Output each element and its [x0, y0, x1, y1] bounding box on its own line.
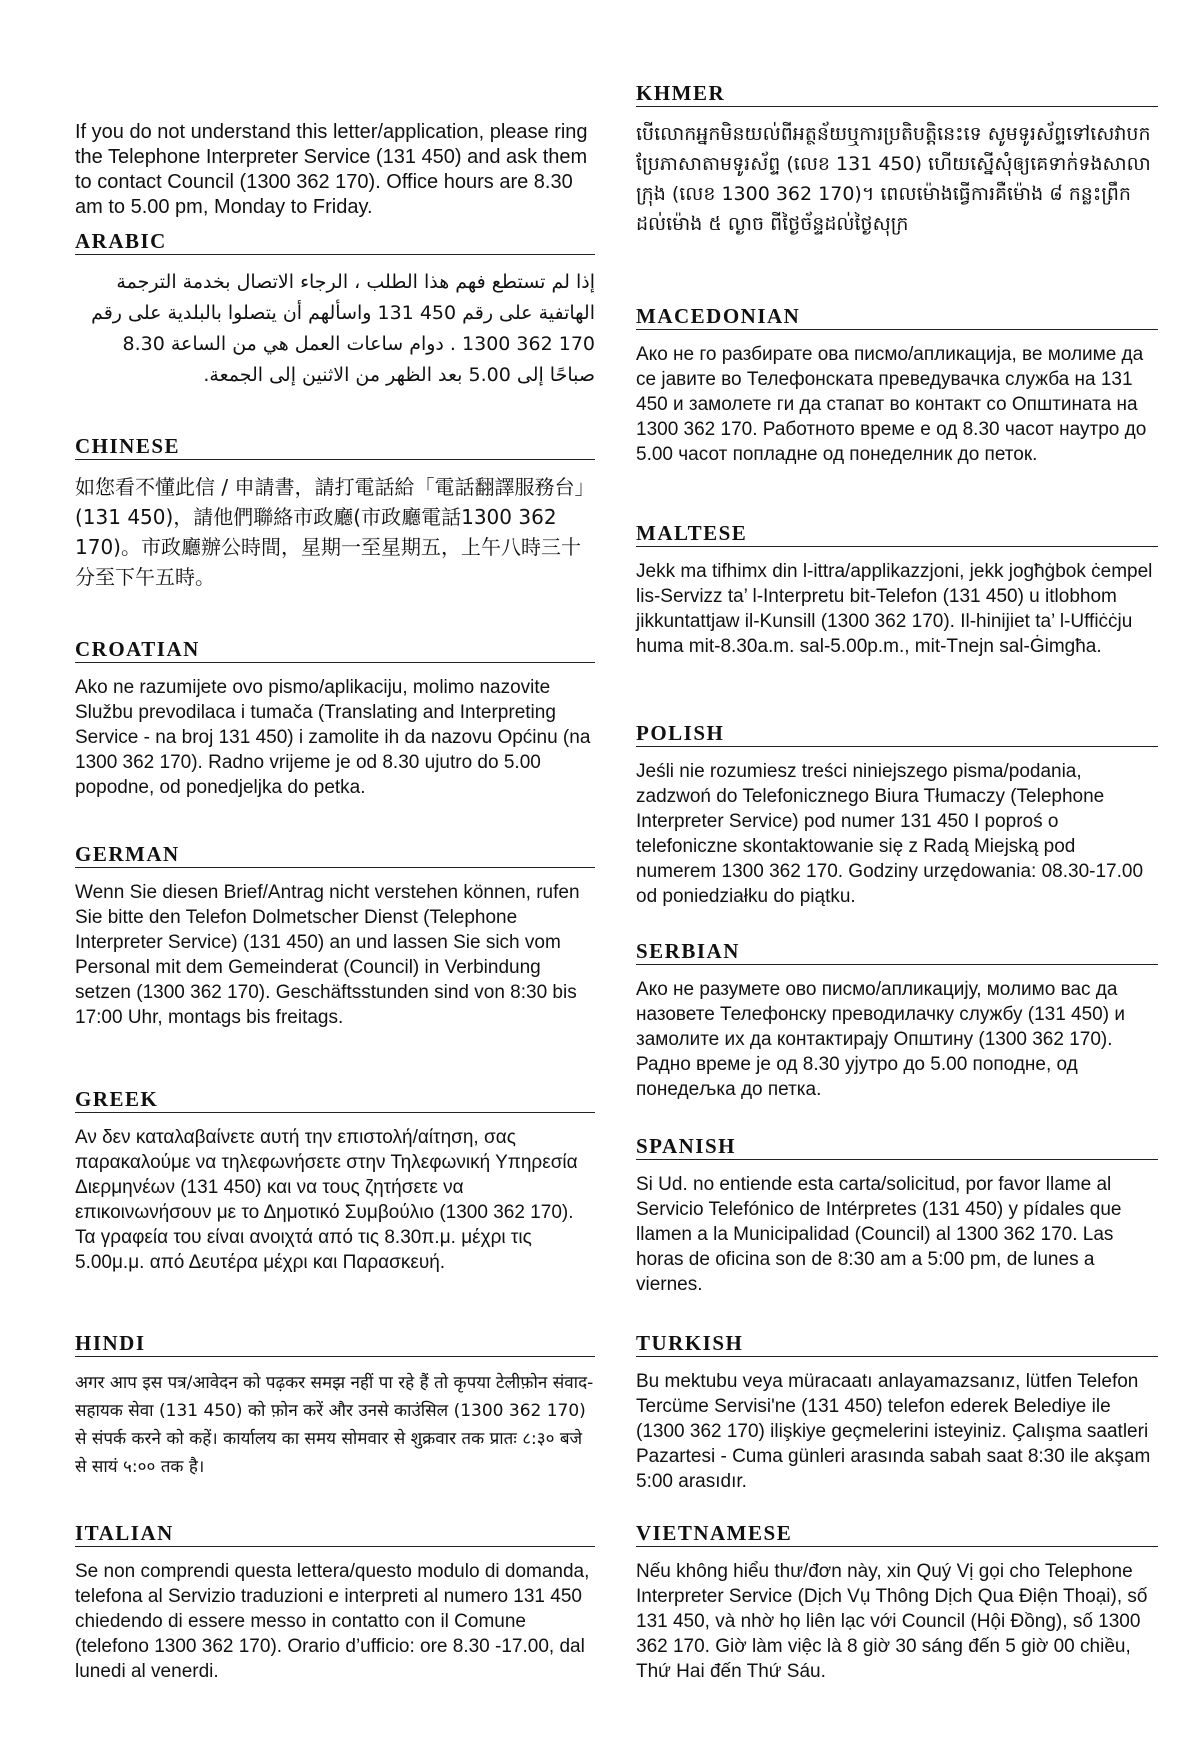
section-turkish — [636, 1332, 1158, 1494]
section-heading: MACEDONIAN — [636, 305, 1158, 330]
section-vietnamese — [636, 1522, 1158, 1684]
section-maltese — [636, 522, 1158, 659]
section-german — [75, 843, 595, 1030]
section-heading: HINDI — [75, 1332, 595, 1357]
section-heading: ITALIAN — [75, 1522, 595, 1547]
section-text: Jeśli nie rozumiesz treści niniejszego pisma/podania, zadzwoń do Telefonicznego Biura Tłumaczy (Telephone Interpreter Service) pod numer 131 450 I poproś o telefoniczne skontaktowanie się z Radą Miejską pod numerem 1300 362 170. Godziny urzędowania: 08.30-17.00 od poniedziałku do piątku. — [636, 761, 1144, 907]
section-text: Nếu không hiểu thư/đơn này, xin Quý Vị gọi cho Telephone Interpreter Service (Dịch Vụ Thông Dịch Qua Điện Thoại), số 131 450, và nhờ họ liên lạc với Council (Hội Đồng), số 1300 362 170. Giờ làm việc là 8 giờ 30 sáng đến 5 giờ 00 chiều, Thứ Hai đến Thứ Sáu. — [636, 1561, 1148, 1682]
section-macedonian — [636, 305, 1158, 467]
section-heading: VIETNAMESE — [636, 1522, 1158, 1547]
section-italian — [75, 1522, 595, 1684]
section-serbian — [636, 940, 1158, 1102]
section-text: Ako ne razumijete ovo pismo/aplikaciju, molimo nazovite Službu prevodilaca i tumača (Translating and Interpreting Service - na broj 131 450) i zamolite ih da nazovu Općinu (na 1300 362 170). Radno vrijeme je od 8.30 ujutro do 5.00 popodne, od ponedjeljka do petka. — [75, 677, 591, 798]
section-heading: MALTESE — [636, 522, 1158, 547]
section-text: अगर आप इस पत्र/आवेदन को पढ़कर समझ नहीं पा रहे हैं तो कृपया टेलीफ़ोन संवाद-सहायक सेवा (131 450) को फ़ोन करें और उनसे काउंसिल (1300 362 170) से संपर्क करने को कहें। कार्यालय का समय सोमवार से शुक्रवार तक प्रातः ८:३० बजे से सायं ५:०० तक है। — [75, 1373, 594, 1477]
section-hindi — [75, 1332, 595, 1481]
section-heading: GERMAN — [75, 843, 595, 868]
section-text: Bu mektubu veya müracaatı anlayamazsanız, lütfen Telefon Tercüme Servisi'ne (131 450) telefon ederek Belediye ile (1300 362 170) ilişkiye geçmelerini isteyiniz. Çalışma saatleri Pazartesi - Cuma günleri arasında sabah saat 8:30 ile akşam 5:00 arasıdır. — [636, 1371, 1151, 1492]
section-text: Se non comprendi questa lettera/questo modulo di domanda, telefona al Servizio traduzioni e interpreti al numero 131 450 chiedendo di essere messo in contatto con il Comune (telefono 1300 362 170). Orario d’ufficio: ore 8.30 -17.00, dal lunedi al venerdi. — [75, 1561, 590, 1682]
section-text: Αν δεν καταλαβαίνετε αυτή την επιστολή/αίτηση, σας παρακαλούμε να τηλεφωνήσετε στην Τηλεφωνική Υπηρεσία Διερμηνέων (131 450) και να τους ζητήσετε να επικοινωνήσουν με το Δημοτικό Συμβούλιο (1300 362 170). Τα γραφεία του είναι ανοιχτά από τις 8.30π.μ. μέχρι τις 5.00μ.μ. από Δευτέρα μέχρι και Παρασκευή. — [75, 1127, 578, 1273]
section-text: Ако не го разбирате ова писмо/апликација, ве молиме да се јавите во Телефонската преведувачка служба на 131 450 и замолете ги да стапат во контакт со Општината на 1300 362 170. Работното време е од 8.30 часот наутро до 5.00 часот попладне од понеделник до петок. — [636, 344, 1147, 465]
section-text: Ако не разумете ово писмо/апликацију, молимо вас да назовете Телефонску преводилачку службу (131 450) и замолите их да контактирају Општину (1300 362 170). Радно време је од 8.30 ујутро до 5.00 поподне, од понедељка до петка. — [636, 979, 1125, 1100]
section-text: 如您看不懂此信 / 申請書，請打電話給「電話翻譯服務台」(131 450)，請他們聯絡市政廳(市政廳電話1300 362 170)。市政廳辦公時間，星期一至星期五，上午八時三十分至下午五時。 — [75, 475, 595, 589]
section-chinese — [75, 435, 595, 592]
section-polish — [636, 722, 1158, 909]
section-khmer — [636, 82, 1158, 239]
section-heading: CROATIAN — [75, 638, 595, 663]
section-arabic — [75, 230, 595, 391]
section-spanish — [636, 1135, 1158, 1297]
section-heading: SERBIAN — [636, 940, 1158, 965]
section-text: إذا لم تستطع فهم هذا الطلب ، الرجاء الاتصال بخدمة الترجمة الهاتفية على رقم 450 131 واسألهم أن يتصلوا بالبلدية على رقم 170 362 1300 . دوام ساعات العمل هي من الساعة 8.30 صباحًا إلى 5.00 بعد الظهر من الاثنين إلى الجمعة. — [91, 271, 595, 386]
section-heading: GREEK — [75, 1088, 595, 1113]
section-heading: TURKISH — [636, 1332, 1158, 1357]
section-text: បើលោកអ្នកមិនយល់ពីអត្ថន័យឬការប្រតិបត្តិនេះទេ សូមទូរស័ព្ទទៅសេវាបកប្រែភាសាតាមទូរស័ព្ទ (លេខ 131 450) ហើយស្នើសុំឲ្យគេទាក់ទងសាលាក្រុង (លេខ 1300 362 170)។ ពេលម៉ោងធ្វើការគឺម៉ោង ៨ កន្លះព្រឹកដល់ម៉ោង ៥ ល្ងាច ពីថ្ងៃច័ន្ទដល់ថ្ងៃសុក្រ — [636, 123, 1151, 235]
section-heading: SPANISH — [636, 1135, 1158, 1160]
section-croatian — [75, 638, 595, 800]
section-greek — [75, 1088, 595, 1275]
intro-paragraph: If you do not understand this letter/application, please ring the Telephone Interpreter Service (131 450) and ask them to contact Council (1300 362 170). Office hours are 8.30 am to 5.00 pm, Monday to Friday. — [75, 121, 588, 218]
section-text: Wenn Sie diesen Brief/Antrag nicht verstehen können, rufen Sie bitte den Telefon Dolmetscher Dienst (Telephone Interpreter Service) (131 450) an und lassen Sie sich vom Personal mit dem Gemeinderat (Council) in Verbindung setzen (1300 362 170). Geschäftsstunden sind von 8:30 bis 17:00 Uhr, montags bis freitags. — [75, 882, 580, 1028]
section-heading: POLISH — [636, 722, 1158, 747]
section-heading: CHINESE — [75, 435, 595, 460]
section-text: Jekk ma tifhimx din l-ittra/applikazzjoni, jekk jogħġbok ċempel lis-Servizz ta’ l-Interpretu bit-Telefon (131 450) u itlobhom jikkuntattjaw il-Kunsill (1300 362 170). Il-hinijiet ta’ l-Uffiċċju huma mit-8.30a.m. sal-5.00p.m., mit-Tnejn sal-Ġimgħa. — [636, 561, 1153, 657]
section-heading: KHMER — [636, 82, 1158, 107]
section-text: Si Ud. no entiende esta carta/solicitud, por favor llame al Servicio Telefónico de Intérpretes (131 450) y pídales que llamen a la Municipalidad (Council) al 1300 362 170. Las horas de oficina son de 8:30 am a 5:00 pm, de lunes a viernes. — [636, 1174, 1122, 1295]
section-heading: ARABIC — [75, 230, 595, 255]
